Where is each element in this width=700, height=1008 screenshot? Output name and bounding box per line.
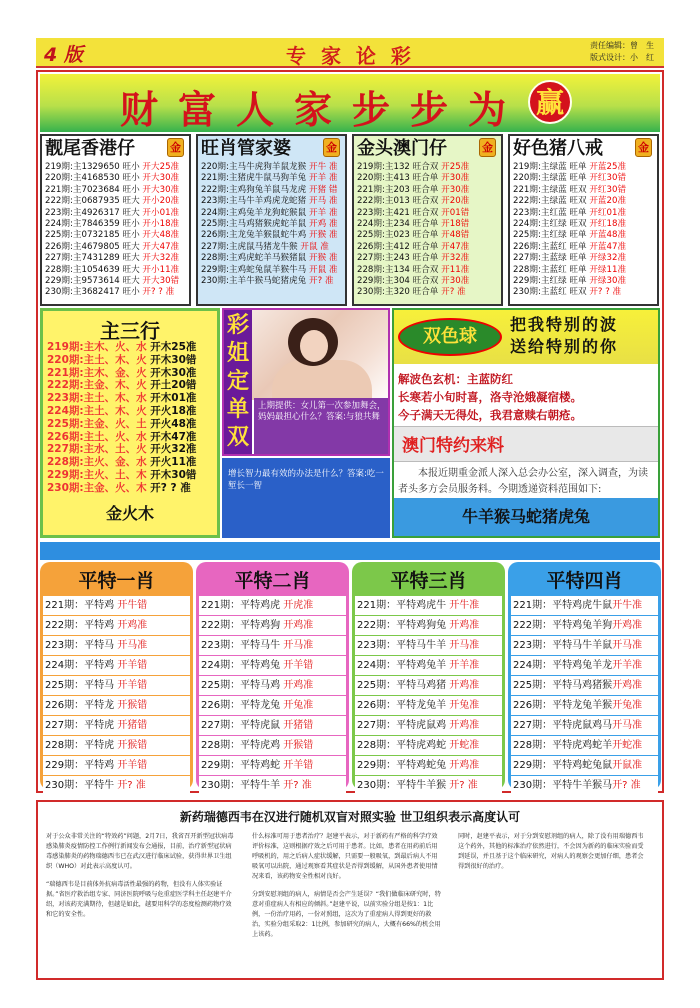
- list-item: 224期:主7846359 旺小 开小18准: [45, 219, 180, 230]
- list-item: 220期:主绿蓝 旺单 开红30错: [513, 173, 627, 184]
- list-item: 229期:主红绿 旺单 开绿30准: [513, 276, 627, 287]
- page-header: [36, 38, 664, 68]
- list-item: 228期：平特虎鸡 开猴错: [199, 736, 346, 755]
- list-item: 221期:主绿蓝 旺双 开红30错: [513, 184, 627, 195]
- poem-line-2: 长寒若小旬时喜，洛寺沧娥凝宿楼。: [398, 390, 582, 404]
- slogan: [510, 314, 618, 358]
- prediction-boxes: [40, 134, 660, 306]
- list-item: 222期：平特鸡兔羊狗开鸡准: [511, 616, 658, 635]
- gold-badge-icon: 金: [479, 138, 496, 157]
- macau-material-header: 澳门特约来料: [394, 426, 658, 462]
- shuangseqiu-box: [392, 308, 660, 538]
- list-item: 222期：平特鸡 开鸡准: [43, 616, 190, 635]
- list-item: 223期：平特马 开马准: [43, 636, 190, 655]
- slogan-line-1: 把我特别的波: [510, 315, 619, 334]
- article-para-3: 什么标准可用于患者治疗？赵建平表示，对于新药有严格的科学疗效评价标准，这则根据疗效之后可用于患者。比如，患者在用药前后用呼吸机的，用之后病人症状缓解，只需要一般吸氧，到最后病人不用吸氧可以出院，通过观察看其症状是否得到缓解，从国外患者使用情况来看，该药物安全性相对良好。: [252, 833, 438, 880]
- column-title: 平特三肖: [390, 570, 467, 592]
- list-item: 220期:主4168530 旺小 开大30准: [45, 173, 180, 184]
- article-title: 新药瑞德西韦在汉进行随机双盲对照实验 世卫组织表示高度认可: [179, 810, 521, 824]
- list-item: 226期:主土、火、水 开木47准: [47, 430, 197, 443]
- list-item: 226期：平特龙 开猴错: [43, 696, 190, 715]
- list-item: 230期：平特牛羊猴马开? 准: [511, 776, 658, 795]
- list-item: 230期:主蓝红 旺双 开? ? 准: [513, 287, 622, 298]
- list-item: 221期:主203 旺合单 开30准: [357, 184, 470, 195]
- list-item: 227期：平特虎鼠 开猪错: [199, 716, 346, 735]
- list-item: 227期:主水、土、火 开火32准: [47, 443, 197, 456]
- col-pingte-4: [508, 562, 661, 790]
- col-pingte-1: [40, 562, 193, 790]
- poem: [398, 370, 582, 424]
- caijie-riddle: 上期提供：女儿第一次参加舞会，妈妈最担心什么？答案:与狼共舞: [254, 398, 390, 456]
- list-item: 227期：平特虎鼠鸡 开鸡准: [355, 716, 502, 735]
- list-item: 226期:主412 旺合单 开47准: [357, 241, 470, 252]
- box-macau: [352, 134, 503, 306]
- zhili-riddle: 增长智力最有效的办法是什么？答案:吃一堑长一智: [222, 458, 390, 538]
- list-item: 222期:主013 旺合双 开20准: [357, 196, 470, 207]
- shuangseqiu-badge: 双色球: [398, 318, 502, 356]
- pingte-columns: [40, 562, 660, 790]
- section-title: 专 家 论 彩: [286, 44, 415, 68]
- list-item: 221期：平特鸡虎牛 开牛准: [355, 596, 502, 615]
- list-item: 230期:主3682417 旺小 开? ? 准: [45, 287, 175, 298]
- main-frame: [36, 70, 664, 793]
- list-item: 222期:主0687935 旺大 开小20准: [45, 196, 180, 207]
- list-item: 225期:主马鸡猪猴虎蛇羊鼠 开鸡 准: [201, 219, 338, 230]
- list-item: 226期：平特龙兔羊猴开兔准: [511, 696, 658, 715]
- list-item: 227期:主243 旺合单 开32准: [357, 253, 470, 264]
- slogan-line-2: 送给特别的你: [510, 337, 619, 356]
- list-item: 219期:主1329650 旺小 开大25准: [45, 162, 180, 172]
- banner-badge: 赢: [528, 80, 572, 124]
- list-item: 223期:主4926317 旺大 开小01准: [45, 207, 180, 218]
- list-item: 226期:主龙兔羊猴鼠蛇牛鸡 开猴 准: [201, 230, 338, 241]
- banner-title: 财富人家步步为: [120, 87, 527, 132]
- list-item: 230期：平特牛羊猴 开? 准: [355, 776, 502, 795]
- sanxing-footer: 金火木: [105, 503, 154, 523]
- list-item: 226期:主4679805 旺大 开大47准: [45, 241, 180, 252]
- list-item: 219期:主132 旺合双 开25准: [357, 162, 470, 172]
- gold-badge-icon: 金: [167, 138, 184, 157]
- list-item: 223期:主红蓝 旺单 开红01准: [513, 207, 627, 218]
- list-item: 225期：平特马鸡 开鸡准: [199, 676, 346, 695]
- list-item: 224期:主红绿 旺双 开红18准: [513, 219, 627, 230]
- box-pig: [508, 134, 659, 306]
- article-para-2: “瑞德西韦是目前体外抗病毒活性最强的药物，但没有人体实验证据。”省医疗救治组专家、同济医院呼吸与危重症医学科主任赵建平介绍，对该药充满期待，但越是如此，越要用科学的态度检测药物疗效和它的安全性。: [46, 881, 232, 918]
- list-item: 229期：平特鸡蛇 开羊错: [199, 756, 346, 775]
- designer-name: 版式设计：小 红: [590, 53, 654, 62]
- gold-badge-icon: 金: [323, 138, 340, 157]
- list-item: 227期：平特虎鼠鸡马开马准: [511, 716, 658, 735]
- list-item: 225期：平特马鸡猪 开鸡准: [355, 676, 502, 695]
- article-para-4: 分到安慰剂组的病人，病情是否会产生延误？“我们做临床研究时，特意对重症病人有相应的倾斜。”赵建平说，以前实验分组是按1：1比例，一份治疗用药，一份对照组，这次为了重症病人得到更好的救治，实验分组采取2：1比例，参加研究的病人，大概有66%的机会用上该药。: [252, 891, 441, 938]
- list-item: 228期：平特虎鸡蛇羊开蛇准: [511, 736, 658, 755]
- column-title: 平特一肖: [78, 570, 155, 592]
- list-item: 225期:主0732185 旺小 开大48准: [45, 230, 180, 241]
- list-item: 227期:主7431289 旺大 开大32准: [45, 253, 180, 264]
- caijie-vertical-title: 彩 姐 定 单 双: [224, 310, 252, 454]
- list-item: 228期：平特虎鸡蛇 开蛇准: [355, 736, 502, 755]
- list-item: 225期:主023 旺合单 开48错: [357, 230, 470, 241]
- list-item: 227期:主蓝绿 旺单 开绿32准: [513, 253, 627, 264]
- list-item: 222期：平特鸡狗 开鸡准: [199, 616, 346, 635]
- girl-photo: [252, 310, 390, 400]
- column-title: 平特二肖: [234, 570, 311, 592]
- box-wangxiao: [196, 134, 347, 306]
- list-item: 230期：平特牛 开? 准: [43, 776, 190, 795]
- list-item: 223期:主马牛羊鸡虎龙蛇猪 开马 准: [201, 196, 338, 207]
- list-item: 224期:主234 旺合单 开18错: [357, 219, 470, 230]
- list-item: 227期:主虎鼠马猪龙牛猴 开鼠 准: [201, 241, 329, 252]
- col-pingte-3: [352, 562, 505, 790]
- list-item: 228期:主134 旺合双 开11准: [357, 264, 470, 275]
- list-item: 219期:主绿蓝 旺单 开蓝25准: [513, 162, 627, 172]
- list-item: 229期：平特鸡 开羊错: [43, 756, 190, 775]
- list-item: 225期:主红绿 旺单 开蓝48准: [513, 230, 627, 241]
- macau-note: 本报近期重金派人深入总会办公室，深入调查，为读者头多方会员服务料。今期透递资料范围如下:: [398, 468, 648, 495]
- list-item: 224期：平特鸡 开羊错: [43, 656, 190, 675]
- news-article: [36, 800, 664, 980]
- article-para-1: 对于公众非常关注的“特效药”问题，2月7日，我省召开新型冠状病毒感染肺炎疫情防控工作例行新闻发布会通报，目前，治疗新型冠状病毒感染肺炎的药物瑞德西韦已在武汉进行临床试验，获得世界卫生组织（WHO）对此表示高度认可。: [46, 833, 234, 870]
- list-item: 223期:主土、木、水 开木01准: [47, 392, 197, 405]
- list-item: 221期：平特鸡 开牛错: [43, 596, 190, 615]
- list-item: 221期:主木、金、火 开木30准: [47, 366, 197, 379]
- list-item: 226期：平特龙兔 开兔准: [199, 696, 346, 715]
- list-item: 229期:主304 旺合双 开30准: [357, 276, 470, 287]
- list-item: 229期：平特鸡蛇兔鼠开鼠准: [511, 756, 658, 775]
- list-item: 229期:主火、土、木 开木30错: [47, 468, 197, 481]
- list-item: 224期:主土、木、火 开火18准: [47, 404, 197, 417]
- list-item: 221期：平特鸡虎 开虎准: [199, 596, 346, 615]
- list-item: 220期:主马牛虎狗羊鼠龙猴 开牛 准: [201, 162, 338, 172]
- middle-row: [40, 308, 660, 538]
- zodiac-range: 牛羊猴马蛇猪虎兔: [394, 498, 658, 536]
- list-item: 226期:主蓝红 旺单 开蓝47准: [513, 241, 627, 252]
- box-title: 靓尾香港仔 金: [45, 138, 186, 160]
- list-item: 223期：平特马牛羊鼠开马准: [511, 636, 658, 655]
- article-col-3: [458, 832, 648, 872]
- box-title: 金头澳门仔 金: [357, 138, 498, 160]
- list-item: 223期:主421 旺合双 开01错: [357, 207, 470, 218]
- list-item: 230期:主金、火、木 开? ? 准: [47, 481, 191, 494]
- article-col-1: [46, 832, 236, 920]
- list-item: 228期:主鸡虎蛇羊马猴猪鼠 开猴 准: [201, 253, 338, 264]
- banner: [40, 74, 660, 132]
- col-pingte-2: [196, 562, 349, 790]
- editor-name: 责任编辑：曾 生: [590, 41, 654, 50]
- list-item: 222期:主金、木、火 开土20错: [47, 379, 197, 392]
- list-item: 220期:主413 旺合单 开30准: [357, 173, 470, 184]
- list-item: 222期：平特鸡狗兔 开鸡准: [355, 616, 502, 635]
- list-item: 227期：平特虎 开猪错: [43, 716, 190, 735]
- list-item: 220期:主土、木、火 开木30错: [47, 353, 197, 366]
- box-hk: [40, 134, 191, 306]
- list-item: 229期：平特鸡蛇兔 开鸡准: [355, 756, 502, 775]
- list-item: 221期：平特鸡虎牛鼠开牛准: [511, 596, 658, 615]
- list-item: 226期：平特龙兔羊 开兔准: [355, 696, 502, 715]
- page-number: 4 版: [44, 44, 83, 66]
- article-col-2: [252, 832, 442, 940]
- list-item: 225期：平特马鸡猪猴开鸡准: [511, 676, 658, 695]
- caijie-box: [222, 308, 390, 456]
- list-item: 229期:主9573614 旺大 开大30错: [45, 276, 180, 287]
- poem-line-1: 解波色玄机：主蓝防红: [398, 372, 513, 386]
- list-item: 228期:主蓝红 旺单 开绿11准: [513, 264, 627, 275]
- divider-bar: [40, 542, 660, 560]
- list-item: 230期：平特牛羊 开? 准: [199, 776, 346, 795]
- list-item: 221期:主猪虎牛鼠马狗羊兔 开羊 准: [201, 173, 338, 184]
- list-item: 224期:主鸡兔羊龙狗蛇猴鼠 开羊 准: [201, 207, 338, 218]
- list-item: 224期：平特鸡兔羊龙开羊准: [511, 656, 658, 675]
- article-para-5: 同时，赵建平表示，对于分到安慰剂组的病人，除了没有用瑞德西韦这个药外，其他的标准治疗依然进行，不会因为新药的临床实验而受到延误，并且基于这个临床研究，对病人的观察会更加仔细，患者会得到很好的治疗。: [458, 833, 644, 870]
- list-item: 224期：平特鸡兔羊 开羊准: [355, 656, 502, 675]
- list-item: 223期：平特马牛羊 开马准: [355, 636, 502, 655]
- list-item: 221期:主7023684 旺小 开大30准: [45, 184, 180, 195]
- sanxing-box: [40, 308, 220, 538]
- list-item: 228期：平特虎 开猴错: [43, 736, 190, 755]
- list-item: 224期：平特鸡兔 开羊错: [199, 656, 346, 675]
- list-item: 228期:主1054639 旺大 开小11准: [45, 264, 180, 275]
- list-item: 228期:主火、金、水 开火11准: [47, 456, 197, 469]
- sanxing-list: [47, 341, 213, 495]
- list-item: 229期:主鸡蛇兔鼠羊猴牛马 开鼠 准: [201, 264, 338, 275]
- list-item: 223期：平特马牛 开马准: [199, 636, 346, 655]
- list-item: 222期:主绿蓝 旺双 开蓝20准: [513, 196, 627, 207]
- sanxing-title: 主三行: [100, 319, 160, 343]
- box-title: 好色猪八戒 金: [513, 138, 654, 160]
- gold-badge-icon: 金: [635, 138, 652, 157]
- list-item: 230期:主320 旺合单 开? 准: [357, 287, 466, 298]
- box-title: 旺肖管家婆 金: [201, 138, 342, 160]
- list-item: 230期:主羊牛猴马蛇猪虎兔 开? 准: [201, 276, 334, 287]
- column-title: 平特四肖: [546, 570, 623, 592]
- list-item: 225期：平特马 开羊错: [43, 676, 190, 695]
- editor-credits: [590, 40, 654, 64]
- list-item: 219期:主木、火、水 开木25准: [47, 341, 197, 353]
- list-item: 222期:主鸡狗兔羊鼠马龙虎 开猪 错: [201, 184, 338, 195]
- list-item: 225期:主金、火、土 开火48准: [47, 417, 197, 430]
- poem-line-3: 今子满天无得处，我君意赎右朝疮。: [398, 408, 582, 422]
